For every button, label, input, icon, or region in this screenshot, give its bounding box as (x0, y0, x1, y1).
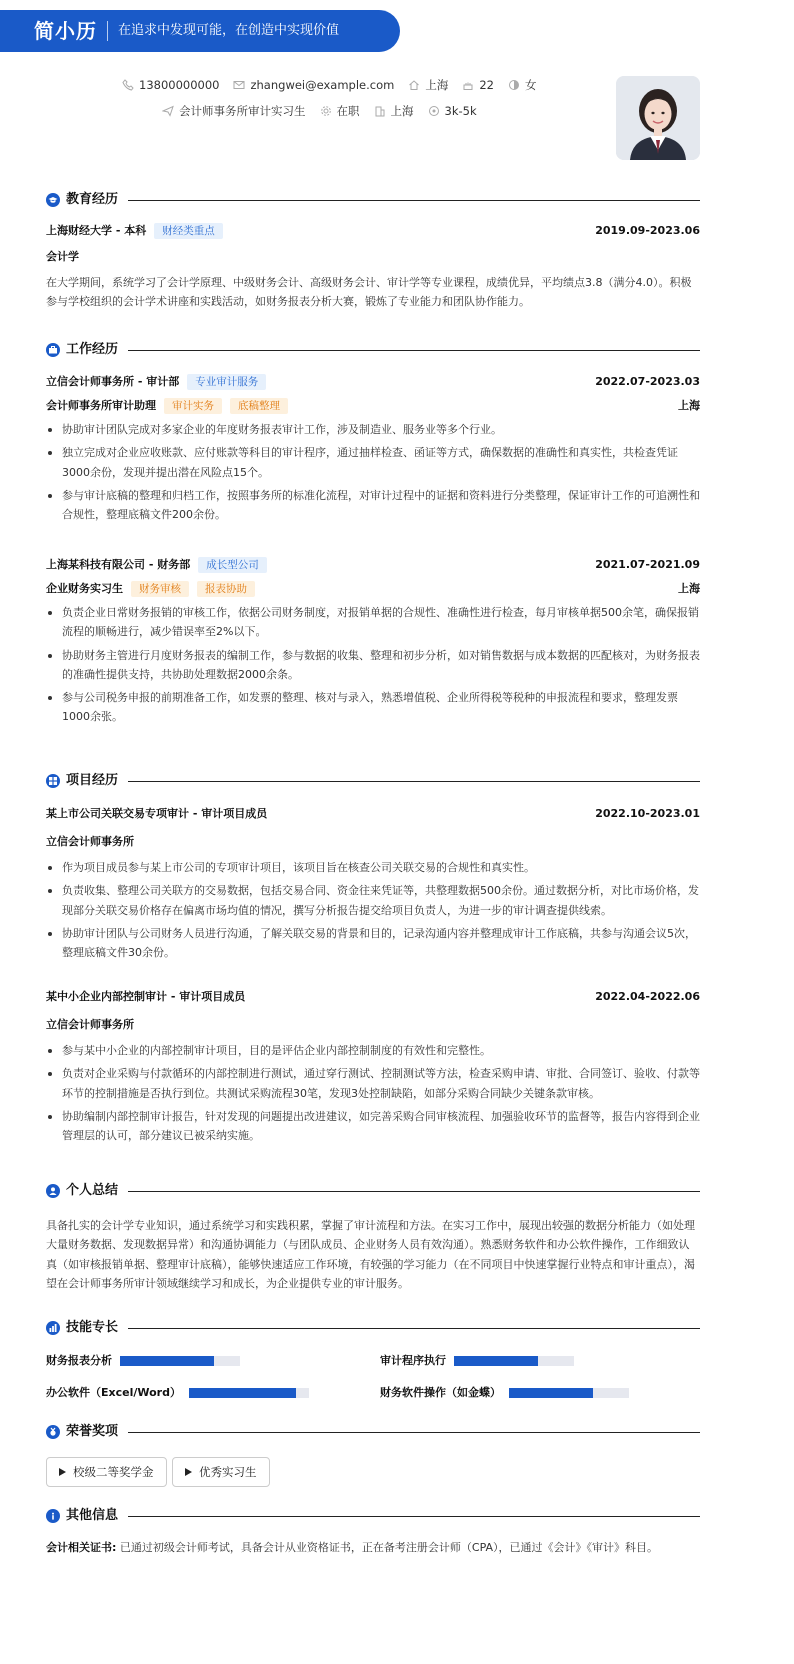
skill-name: 财务软件操作（如金蝶） (380, 1386, 501, 1399)
project-bullets (46, 1041, 700, 1145)
role-title: 企业财务实习生 (46, 581, 123, 595)
other-section-title (46, 1506, 700, 1527)
skill-name: 审计程序执行 (380, 1354, 446, 1367)
bullet-item: 负责收集、整理公司关联方的交易数据，包括交易合同、资金往来凭证等，共整理数据500余份。通过数据分析，对比市场价格，发现部分关联交易价格存在偏离市场均值的情况，撰写分析报告提交给项目负责人，为进一步的审计调查提供线索。 (46, 881, 700, 920)
email-address: zhangwei@example.com (250, 78, 395, 92)
work-city: 上海 (678, 398, 700, 412)
skill-item-3 (46, 1384, 309, 1402)
section-divider (128, 200, 700, 202)
location-value: 上海 (425, 78, 449, 92)
job-status: 在职 (336, 104, 360, 118)
company-name: 上海某科技有限公司 - 财务部 (46, 558, 191, 571)
project-header (46, 805, 700, 823)
briefcase-icon (46, 343, 60, 357)
work-entry-2 (46, 556, 700, 731)
honor-label: 优秀实习生 (199, 1464, 257, 1479)
gear-icon (320, 105, 332, 117)
section-divider (128, 1328, 700, 1330)
gender-value: 女 (524, 78, 537, 92)
skill-bar-fill (120, 1356, 214, 1366)
info-icon (46, 1509, 60, 1523)
other-label: 会计相关证书: (46, 1541, 117, 1554)
project-entry-1 (46, 805, 700, 966)
header-slogan: 在追求中发现可能，在创造中实现价值 (118, 22, 340, 38)
target-city: 上海 (390, 104, 414, 118)
salary-range: 3k-5k (444, 104, 477, 118)
graduation-cap-icon (46, 193, 60, 207)
send-icon (162, 105, 174, 117)
gender-info (508, 76, 537, 94)
education-date: 2019.09-2023.06 (595, 224, 700, 237)
role-title: 会计师事务所审计助理 (46, 398, 156, 412)
play-icon (59, 1468, 66, 1476)
honor-label: 校级二等奖学金 (73, 1464, 154, 1479)
education-header (46, 222, 700, 240)
honors-heading: 荣誉奖项 (66, 1424, 119, 1439)
bullet-item: 负责企业日常财务报销的审核工作，依据公司财务制度，对报销单据的合规性、准确性进行检查，每月审核单据500余笔，确保报销流程的顺畅进行，减少错误率至2%以下。 (46, 603, 700, 642)
home-icon (408, 79, 420, 91)
phone-info (122, 76, 219, 94)
work-entry-1 (46, 373, 700, 528)
other-text: 已通过初级会计师考试，具备会计从业资格证书，正在备考注册会计师（CPA），已通过《会计》《审计》科目。 (119, 1541, 659, 1554)
bullet-item: 协助财务主管进行月度财务报表的编制工作，参与数据的收集、整理和初步分析，如对销售数据与成本数据的匹配核对，为财务报表的准确性提供支持，共协助处理数据2000余条。 (46, 646, 700, 685)
honor-chip-1[interactable] (46, 1457, 167, 1487)
project-name: 某中小企业内部控制审计 - 审计项目成员 (46, 990, 246, 1003)
skill-bar (120, 1356, 240, 1366)
grid-icon (46, 774, 60, 788)
work-company-line (46, 373, 700, 391)
bullet-item: 协助审计团队与公司财务人员进行沟通，了解关联交易的背景和目的，记录沟通内容并整理成审计工作底稿，共参与沟通会议5次，整理底稿文件30余份。 (46, 924, 700, 963)
skill-item-1 (46, 1352, 240, 1370)
coin-icon (428, 105, 440, 117)
role-tag: 底稿整理 (230, 398, 288, 414)
skill-item-4 (380, 1384, 629, 1402)
school-name: 上海财经大学 - 本科 (46, 224, 147, 237)
bullet-item: 协助审计团队完成对多家企业的年度财务报表审计工作，涉及制造业、服务业等多个行业。 (46, 420, 700, 439)
summary-heading: 个人总结 (66, 1183, 119, 1198)
target-job: 会计师事务所审计实习生 (179, 104, 306, 118)
header-divider (107, 21, 108, 41)
play-icon (185, 1468, 192, 1476)
bullet-item: 参与审计底稿的整理和归档工作，按照事务所的标准化流程，对审计过程中的证据和资料进行分类整理，保证审计工作的可追溯性和合规性，整理底稿文件200余份。 (46, 486, 700, 525)
school-name-wrap (46, 222, 223, 240)
project-bullets (46, 858, 700, 962)
email-info (233, 76, 394, 94)
project-entry-2 (46, 988, 700, 1149)
mail-icon (233, 79, 245, 91)
role-tag: 审计实务 (164, 398, 222, 414)
role-wrap (46, 397, 288, 415)
work-date: 2022.07-2023.03 (595, 375, 700, 388)
building-icon (374, 105, 386, 117)
bar-chart-icon (46, 1321, 60, 1335)
project-date: 2022.10-2023.01 (595, 807, 700, 820)
work-bullets (46, 603, 700, 727)
skill-bar-fill (509, 1388, 593, 1398)
skill-bar-fill (189, 1388, 296, 1398)
other-heading: 其他信息 (66, 1508, 119, 1523)
work-city: 上海 (678, 581, 700, 595)
project-org: 立信会计师事务所 (46, 834, 134, 848)
skill-bar (189, 1388, 309, 1398)
company-name: 立信会计师事务所 - 审计部 (46, 375, 180, 388)
bullet-item: 作为项目成员参与某上市公司的专项审计项目，该项目旨在核查公司关联交易的合规性和真实性。 (46, 858, 700, 877)
bullet-item: 负责对企业采购与付款循环的内部控制进行测试，通过穿行测试、控制测试等方法，检查采购申请、审批、合同签订、验收、付款等环节的控制措施是否执行到位。共测试采购流程30笔，发现3处控制缺陷，如部分采购合同缺少关键条款审核。 (46, 1064, 700, 1103)
medal-icon (46, 1425, 60, 1439)
work-role-line (46, 397, 700, 415)
role-tag: 报表协助 (197, 581, 255, 597)
skill-bar (454, 1356, 574, 1366)
bullet-item: 独立完成对企业应收账款、应付账款等科目的审计程序，通过抽样检查、函证等方式，确保数据的准确性和真实性，共检查凭证3000余份，发现并提出潜在风险点15个。 (46, 443, 700, 482)
cake-icon (462, 79, 474, 91)
company-wrap (46, 373, 266, 391)
target-city-info (374, 102, 414, 120)
work-date: 2021.07-2021.09 (595, 558, 700, 571)
company-tag: 成长型公司 (198, 557, 267, 573)
projects-heading: 项目经历 (66, 773, 119, 788)
brand-name: 简小历 (34, 19, 97, 43)
work-company-line (46, 556, 700, 574)
portrait-image (616, 76, 700, 160)
work-bullets (46, 420, 700, 524)
summary-section-title (46, 1181, 700, 1202)
phone-number: 13800000000 (139, 78, 220, 92)
role-wrap (46, 580, 255, 598)
education-entry (46, 222, 700, 312)
bullet-item: 参与某中小企业的内部控制审计项目，目的是评估企业内部控制制度的有效性和完整性。 (46, 1041, 700, 1060)
target-job-info (162, 102, 306, 120)
section-divider (128, 350, 700, 352)
bullet-item: 协助编制内部控制审计报告，针对发现的问题提出改进建议，如完善采购合同审核流程、加强验收环节的监督等，报告内容得到企业管理层的认可，部分建议已被采纳实施。 (46, 1107, 700, 1146)
summary-text: 具备扎实的会计学专业知识，通过系统学习和实践积累，掌握了审计流程和方法。在实习工作中，展现出较强的数据分析能力（如处理大量财务数据、发现数据异常）和沟通协调能力（与团队成员、企业财务人员有效沟通）。熟悉财务软件和办公软件操作，工作细致认真（如审核报销单据、整理审计底稿），能够快速适应工作环境，有较强的学习能力（在不同项目中快速掌握行业特点和审计重点），渴望在会计师事务所审计领域继续学习和成长，为企业提供专业的审计服务。 (46, 1219, 695, 1290)
education-description: 在大学期间，系统学习了会计学原理、中级财务会计、高级财务会计、审计学等专业课程，成绩优异，平均绩点3.8（满分4.0）。积极参与学校组织的会计学术讲座和实践活动，如财务报表分析大赛，锻炼了专业能力和团队协作能力。 (46, 276, 692, 309)
salary-info (428, 102, 477, 120)
skill-name: 财务报表分析 (46, 1354, 112, 1367)
skills-heading: 技能专长 (66, 1320, 119, 1335)
section-divider (128, 1432, 700, 1434)
project-org: 立信会计师事务所 (46, 1017, 134, 1031)
phone-icon (122, 79, 134, 91)
status-info (320, 102, 360, 120)
projects-section-title (46, 771, 700, 792)
school-tag: 财经类重点 (154, 223, 223, 239)
location-info (408, 76, 448, 94)
work-section-title (46, 340, 700, 361)
user-icon (46, 1184, 60, 1198)
basic-info-row-2 (122, 102, 477, 120)
age-value: 22 (479, 78, 494, 92)
honors-section-title (46, 1422, 700, 1443)
company-tag: 专业审计服务 (187, 374, 266, 390)
skills-section-title (46, 1318, 700, 1339)
avatar-photo (616, 76, 700, 160)
age-info (462, 76, 494, 94)
skill-bar-fill (454, 1356, 538, 1366)
project-name: 某上市公司关联交易专项审计 - 审计项目成员 (46, 807, 268, 820)
skill-name: 办公软件（Excel/Word） (46, 1386, 181, 1399)
basic-info-row-1 (122, 76, 536, 94)
work-heading: 工作经历 (66, 342, 119, 357)
gender-icon (508, 79, 520, 91)
project-date: 2022.04-2022.06 (595, 990, 700, 1003)
project-header (46, 988, 700, 1006)
work-role-line (46, 580, 700, 598)
section-divider (128, 1191, 700, 1193)
section-divider (128, 1516, 700, 1518)
other-info (46, 1538, 700, 1557)
company-wrap (46, 556, 267, 574)
honor-chip-2[interactable] (172, 1457, 270, 1487)
education-section-title (46, 190, 700, 211)
skill-bar (509, 1388, 629, 1398)
bullet-item: 参与公司税务申报的前期准备工作，如发票的整理、核对与录入，熟悉增值税、企业所得税等税种的申报流程和要求，整理发票1000余张。 (46, 688, 700, 727)
education-heading: 教育经历 (66, 192, 119, 207)
section-divider (128, 781, 700, 783)
skill-item-2 (380, 1352, 574, 1370)
major-name: 会计学 (46, 249, 79, 263)
role-tag: 财务审核 (131, 581, 189, 597)
header-bar (0, 10, 400, 52)
